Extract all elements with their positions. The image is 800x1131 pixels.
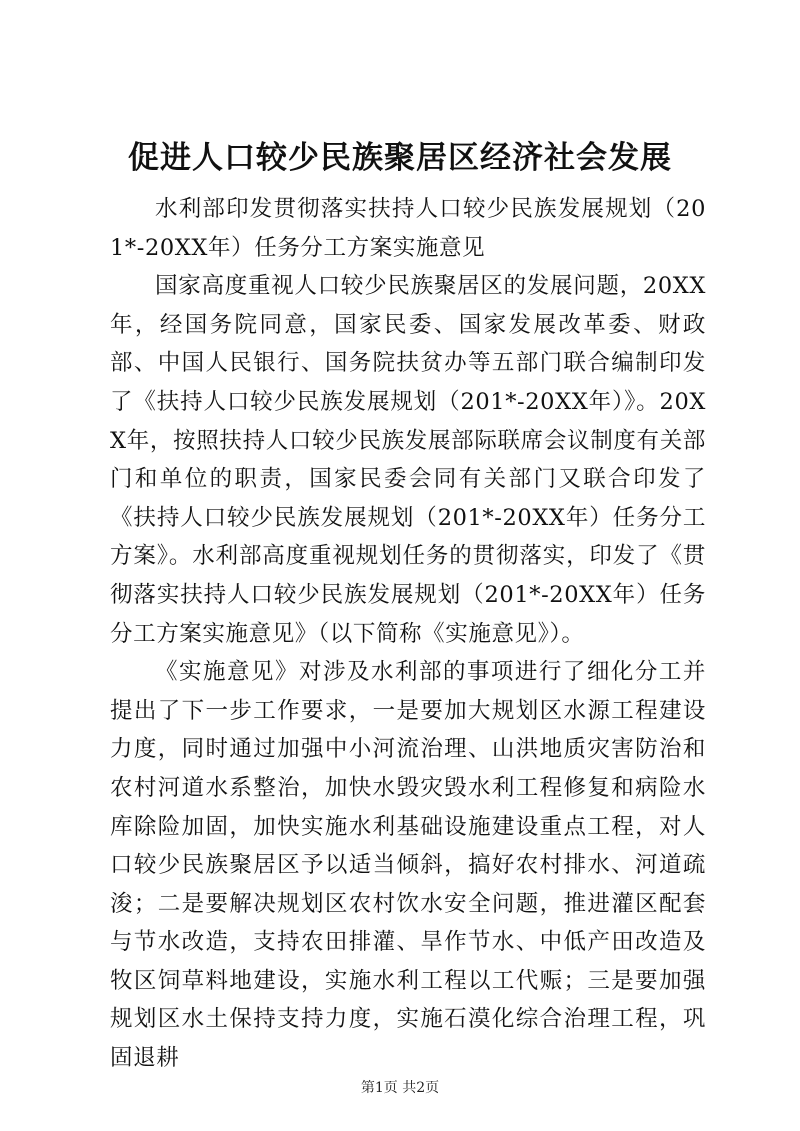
- document-title: 促进人口较少民族聚居区经济社会发展: [128, 140, 672, 176]
- page-footer: 第1页 共2页: [360, 1080, 440, 1096]
- paragraph-subtitle: 水利部印发贯彻落实扶持人口较少民族发展规划（201*-20XX年）任务分工方案实施意见: [110, 196, 706, 261]
- paragraph-requirements: 《实施意见》对涉及水利部的事项进行了细化分工并提出了下一步工作要求，一是要加大规划区水源工程建设力度，同时通过加强中小河流治理、山洪地质灾害防治和农村河道水系整治，加快水毁灾毁水利工程修复和病险水库除险加固，加快实施水利基础设施建设重点工程，对人口较少民族聚居区予以适当倾斜，搞好农村排水、河道疏浚；二是要解决规划区农村饮水安全问题，推进灌区配套与节水改造，支持农田排灌、旱作节水、中低产田改造及牧区饲草料地建设，实施水利工程以工代赈；三是要加强规划区水土保持支持力度，实施石漠化综合治理工程，巩固退耕: [110, 659, 706, 1072]
- paragraph-background: 国家高度重视人口较少民族聚居区的发展问题，20XX年，经国务院同意，国家民委、国家发展改革委、财政部、中国人民银行、国务院扶贫办等五部门联合编制印发了《扶持人口较少民族发展规划（201*-20XX年）》。20XX年，按照扶持人口较少民族发展部际联席会议制度有关部门和单位的职责，国家民委会同有关部门又联合印发了《扶持人口较少民族发展规划（201*-20XX年）任务分工方案》。水利部高度重视规划任务的贯彻落实，印发了《贯彻落实扶持人口较少民族发展规划（201*-20XX年）任务分工方案实施意见》（以下简称《实施意见》）。: [110, 273, 706, 647]
- document-body: [110, 190, 706, 1078]
